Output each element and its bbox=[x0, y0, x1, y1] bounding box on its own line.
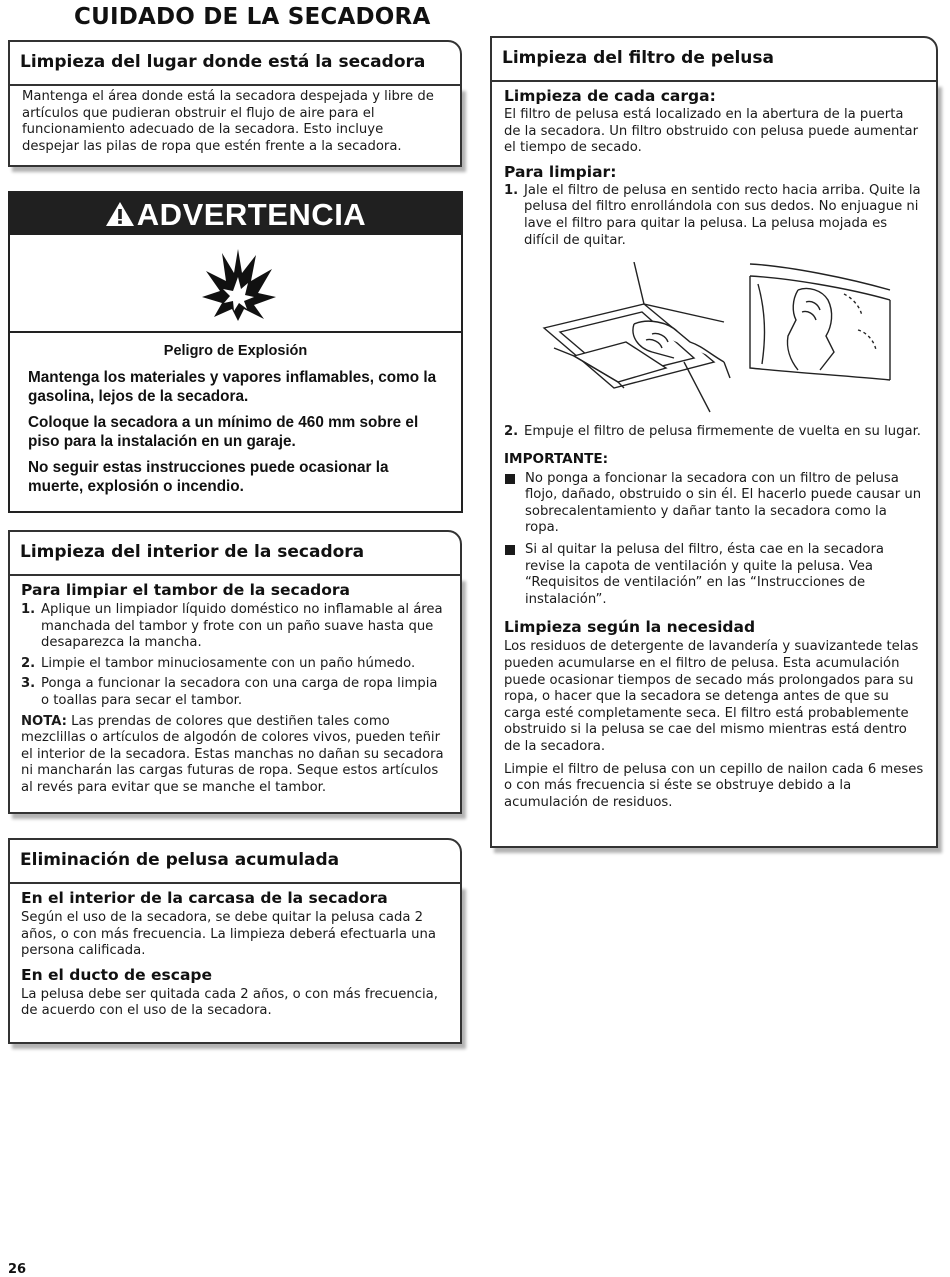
filtro-bullet-1 bbox=[504, 471, 924, 537]
filtro-step-list-2 bbox=[504, 424, 924, 441]
interior-note bbox=[21, 714, 446, 797]
warning-box bbox=[8, 191, 463, 513]
pelusa-acumulada-text1: Según el uso de la secadora, se debe quitar la pelusa cada 2 años, o con más frecuencia. La limpieza deberá efectuarla una persona calificada. bbox=[21, 910, 436, 959]
interior-step-1-num: 1. bbox=[21, 602, 36, 617]
filtro-cada-carga-text: El filtro de pelusa está localizado en la abertura de la puerta de la secadora. Un filtro obstruido con pelusa puede aumentar el tiempo de secado. bbox=[504, 107, 919, 156]
filtro-necesidad-heading: Limpieza según la necesidad bbox=[504, 618, 756, 637]
filtro-step-2-num: 2. bbox=[504, 424, 519, 439]
section-pelusa-acumulada-heading: Eliminación de pelusa acumulada bbox=[20, 850, 340, 870]
interior-step-1 bbox=[21, 602, 446, 652]
warning-title: ADVERTENCIA bbox=[136, 197, 367, 232]
warning-line-3: No seguir estas instrucciones puede ocasionar la muerte, explosión o incendio. bbox=[28, 459, 389, 495]
filtro-step-1 bbox=[504, 183, 924, 249]
filtro-bullet-2-text: Si al quitar la pelusa del filtro, ésta cae en la secadora revise la capota de ventilación y quite la pelusa. Vea “Requisitos de ventilación” en las “Instrucciones de instalación”. bbox=[525, 541, 884, 607]
warning-title-wrap bbox=[105, 197, 366, 233]
section-lugar-heading: Limpieza del lugar donde está la secadora bbox=[20, 52, 426, 72]
warning-header bbox=[10, 193, 461, 235]
filtro-necesidad-text-1: Los residuos de detergente de lavandería y suavizantede telas pueden acumularse en el filtro de pelusa. Esta acumulación puede ocasionar tiempos de secado más prolongados para su ropa, o hacer que la secadora se detenga antes de que su carga esté completamente seca. El filtro está probablemente obstruido si la pelusa se cae del mismo mientras está dentro de la secadora. bbox=[504, 639, 919, 754]
filtro-importante-label: IMPORTANTE: bbox=[504, 450, 609, 467]
interior-step-2-text: Limpie el tambor minuciosamente con un paño húmedo. bbox=[41, 655, 416, 671]
section-interior-subheading: Para limpiar el tambor de la secadora bbox=[21, 581, 351, 599]
lint-removal-fingers-illustration bbox=[748, 260, 898, 390]
filtro-importante-bullets bbox=[504, 471, 924, 609]
section-lugar-header bbox=[8, 40, 462, 86]
section-lugar bbox=[8, 52, 462, 167]
interior-step-3-num: 3. bbox=[21, 676, 36, 692]
filtro-necesidad-text-2: Limpie el filtro de pelusa con un cepillo de nailon cada 6 meses o con más frecuencia si éste se obstruye debido a la acumulación de residuos. bbox=[504, 761, 924, 810]
section-interior-header bbox=[8, 530, 462, 576]
filtro-step-2 bbox=[504, 424, 924, 441]
section-filtro-header bbox=[490, 36, 938, 82]
warning-icon-area bbox=[10, 235, 461, 333]
interior-step-2-num: 2. bbox=[21, 655, 36, 671]
warning-hazard: Peligro de Explosión bbox=[163, 343, 308, 359]
filtro-step-1-num: 1. bbox=[504, 182, 519, 198]
section-pelusa-acumulada-header bbox=[8, 838, 462, 884]
interior-step-3-text: Ponga a funcionar la secadora con una carga de ropa limpia o toallas para secar el tambor. bbox=[41, 676, 438, 708]
pelusa-acumulada-sub1: En el interior de la carcasa de la secadora bbox=[21, 889, 388, 907]
interior-note-text: Las prendas de colores que destiñen tales como mezclillas o artículos de algodón de colores vivos, pueden teñir el interior de la secadora. Estas manchas no dañan su secadora ni mancharán las cargas futuras de ropa. Seque estos artículos al revés para evitar que se manche el tambor. bbox=[21, 713, 444, 795]
section-interior-heading: Limpieza del interior de la secadora bbox=[20, 542, 365, 562]
warning-body bbox=[28, 343, 443, 504]
filtro-bullet-2 bbox=[504, 542, 924, 608]
warning-triangle-icon bbox=[105, 201, 135, 227]
filtro-bullet-1-text: No ponga a foncionar la secadora con un filtro de pelusa flojo, dañado, obstruido o sin él. El hacerlo puede causar un sobrecalentamiento y dañar tanto la secadora como la ropa. bbox=[525, 470, 922, 536]
filtro-step-list-1 bbox=[504, 183, 924, 249]
filtro-step-2-text: Empuje el filtro de pelusa firmemente de vuelta en su lugar. bbox=[524, 424, 921, 439]
interior-steps bbox=[21, 602, 446, 710]
section-lugar-text: Mantenga el área donde está la secadora despejada y libre de artículos que pudieran obstruir el flujo de aire para el funcionamiento adecuado de la secadora. Esto incluye despejar las pilas de ropa que estén frente a la secadora. bbox=[22, 89, 434, 154]
explosion-icon bbox=[198, 243, 278, 323]
filtro-step-1-text: Jale el filtro de pelusa en sentido recto hacia arriba. Quite la pelusa del filtro enrollándola con sus dedos. No enjuague ni lave el filtro para quitar la pelusa. La pelusa mojada es difícil de quitar. bbox=[524, 182, 921, 248]
page-number: 26 bbox=[8, 1262, 27, 1277]
page-title: CUIDADO DE LA SECADORA bbox=[74, 4, 431, 30]
pelusa-acumulada-text2: La pelusa debe ser quitada cada 2 años, o con más frecuencia, de acuerdo con el uso de la secadora. bbox=[21, 986, 438, 1019]
filtro-para-limpiar-heading: Para limpiar: bbox=[504, 162, 617, 181]
section-interior bbox=[8, 542, 462, 814]
bullet-square-icon bbox=[505, 545, 515, 555]
interior-step-2 bbox=[21, 656, 446, 673]
section-pelusa-acumulada bbox=[8, 850, 462, 1044]
lint-filter-removal-illustration bbox=[534, 262, 734, 422]
section-filtro-heading: Limpieza del filtro de pelusa bbox=[502, 48, 774, 68]
interior-note-label: NOTA: bbox=[21, 713, 67, 729]
interior-step-1-text: Aplique un limpiador líquido doméstico no inflamable al área manchada del tambor y frote con un paño suave hasta que desaparezca la mancha. bbox=[41, 602, 443, 651]
filtro-cada-carga-heading: Limpieza de cada carga: bbox=[504, 87, 716, 105]
warning-line-2: Coloque la secadora a un mínimo de 460 mm sobre el piso para la instalación en un garaje. bbox=[28, 414, 419, 450]
interior-step-3 bbox=[21, 676, 446, 709]
pelusa-acumulada-sub2: En el ducto de escape bbox=[21, 965, 213, 984]
section-filtro bbox=[490, 48, 938, 848]
warning-line-1: Mantenga los materiales y vapores inflamables, como la gasolina, lejos de la secadora. bbox=[28, 369, 437, 405]
bullet-square-icon bbox=[505, 474, 515, 484]
